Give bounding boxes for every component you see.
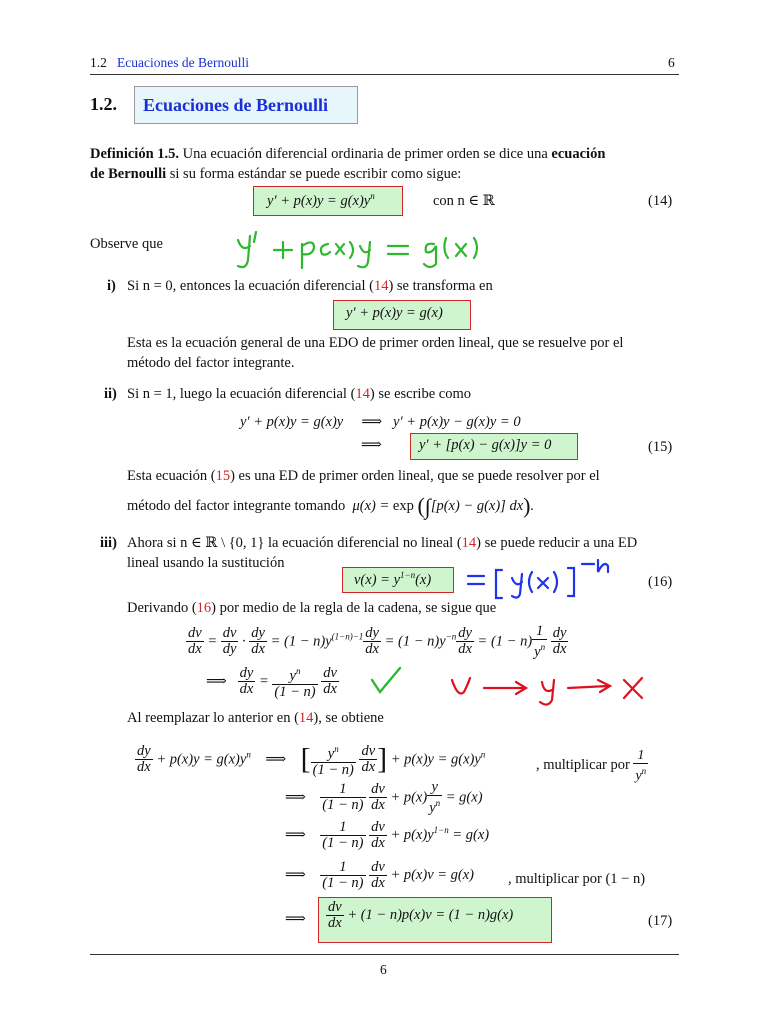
item-ii-para2: método del factor integrante tomando	[127, 498, 346, 514]
multiply-note-1	[536, 748, 648, 784]
ref-16-link[interactable]: 16	[196, 600, 212, 616]
header-section-num: 1.2	[90, 55, 107, 70]
item-i-paragraph	[127, 333, 679, 373]
section-title-box	[134, 86, 358, 124]
subst-line-1: $\frac{dy}{dx}$ + $p(x)y = g(x)y^n$ ⟹ [ $\frac{y^n}{(1 - n)}$ $\frac{dv}{dx}$ ] + $p(x)y = g(x)y^n$	[137, 742, 486, 778]
item-ii-text	[127, 384, 471, 404]
derivando-b: ) por medio de la regla de la cadena, se sigue que	[211, 600, 497, 616]
one-over-yn: $\frac{1}{y^n}$	[635, 748, 647, 784]
eq14: $y' + p(x)y = g(x)y^n$	[267, 191, 375, 209]
section-number: 1.2.	[90, 94, 117, 114]
multiply-text-1: , multiplicar por	[536, 757, 630, 774]
eq14-number: (14)	[648, 193, 673, 209]
multiply-note-2: , multiplicar por (1 − n)	[508, 871, 646, 887]
header-rule	[90, 74, 679, 75]
eq17: $\frac{dv}{dx}$ + (1 − n)p(x)v = (1 − n)g(x)	[328, 899, 514, 931]
definition-text: Una ecuación diferencial ordinaria de primer orden se dice una	[182, 146, 548, 162]
header-page-number: 6	[668, 55, 675, 70]
footer-page-number: 6	[380, 962, 387, 977]
handwritten-annotation-green	[230, 224, 510, 274]
subst-line-4: ⟹ $\frac{1}{(1 - n)}$ $\frac{dv}{dx}$ + p(x)v = g(x)	[285, 859, 475, 891]
item-ii-para-a: Esta ecuación (	[127, 468, 216, 484]
mu-formula: μ(x) = exp (∫[p(x) − g(x)] dx).	[348, 493, 535, 519]
item-ii-label: ii)	[104, 386, 117, 402]
item-iii-text-b: ) se puede reducir a una ED	[476, 535, 638, 551]
derivando-text	[127, 598, 496, 618]
item-iii-label: iii)	[100, 535, 117, 551]
header-section-link[interactable]: Ecuaciones de Bernoulli	[117, 55, 249, 70]
item-ii-text-b: ) se escribe como	[369, 386, 471, 402]
footer-rule	[90, 954, 679, 955]
eq14-condition: con n ∈ ℝ	[433, 193, 495, 209]
chain-rule-eq: $\frac{dv}{dx}$ = $\frac{dv}{dy}$ · $\frac{dy}{dx}$ = $(1 - n)y^{(1-n)-1}$ $\frac{dy}{dx}$ = $(1 - n)y^{-n}$ $\frac{dy}{dx}$ = (1 − n) $\frac{1}{y^n}$ $\frac{dy}{dx}$	[188, 623, 567, 660]
ref-14-link-3[interactable]: 14	[461, 535, 477, 551]
ref-14-link-4[interactable]: 14	[298, 710, 314, 726]
item-ii-paragraph-2	[127, 493, 535, 519]
ref-14-link-2[interactable]: 14	[355, 386, 370, 402]
handwritten-annotation-blue	[462, 554, 632, 602]
item-ii-paragraph	[127, 466, 679, 486]
observe-text: Observe que	[90, 236, 163, 252]
eq15-number: (15)	[648, 439, 673, 455]
eq-n1-arrow: ⟹	[361, 437, 382, 453]
check-mark-icon	[368, 664, 404, 698]
definition-bold-2: de Bernoulli	[90, 166, 167, 182]
ref-15-link[interactable]: 15	[215, 468, 231, 484]
replace-a: Al reemplazar lo anterior en (	[127, 710, 299, 726]
item-i-text	[127, 276, 493, 296]
definition-text-2: si su forma estándar se puede escribir como sigue:	[169, 166, 462, 182]
replace-b: ), se obtiene	[313, 710, 384, 726]
definition-paragraph	[90, 144, 680, 184]
handwritten-annotation-red	[444, 668, 674, 708]
item-i-label: i)	[107, 278, 116, 294]
chain-rule-result: ⟹ $\frac{dy}{dx}$ = $\frac{y^n}{(1 - n)}$ $\frac{dv}{dx}$	[206, 665, 337, 700]
subst-line-5-arrow: ⟹	[285, 911, 306, 927]
eq16-number: (16)	[648, 574, 673, 590]
item-ii-text-a: Si n = 1, luego la ecuación diferencial (	[127, 386, 356, 402]
eq-n0: y′ + p(x)y = g(x)	[346, 305, 443, 321]
derivando-a: Derivando (	[127, 600, 197, 616]
eq15: y′ + [p(x) − g(x)]y = 0	[419, 437, 552, 453]
subst-line-3: ⟹ $\frac{1}{(1 - n)}$ $\frac{dv}{dx}$ + $p(x)y^{1-n} = g(x)$	[285, 819, 490, 851]
item-i-text-b: ) se transforma en	[388, 278, 493, 294]
definition-bold: ecuación	[551, 146, 606, 162]
item-i-text-a: Si n = 0, entonces la ecuación diferencial (	[127, 278, 374, 294]
replace-text	[127, 708, 384, 728]
eq16: $v(x) = y^{1-n}(x)$	[354, 570, 432, 588]
subst-line-2: ⟹ $\frac{1}{(1 - n)}$ $\frac{dv}{dx}$ + p(x) $\frac{y}{y^n}$ = g(x)	[285, 779, 483, 816]
ref-14-link[interactable]: 14	[373, 278, 389, 294]
item-iii-text-2: lineal usando la sustitución	[127, 555, 285, 571]
eq-n1-line1: y′ + p(x)y = g(x)y ⟹ y′ + p(x)y − g(x)y = 0	[240, 414, 521, 430]
item-i-para: Esta es la ecuación general de una EDO de primer orden lineal, que se resuelve por el	[127, 335, 624, 351]
eq17-number: (17)	[648, 913, 673, 929]
item-iii-text-a: Ahora si n ∈ ℝ \ {0, 1} la ecuación diferencial no lineal (	[127, 535, 462, 551]
running-header	[90, 53, 249, 73]
item-ii-para-b: ) es una ED de primer orden lineal, que se puede resolver por el	[230, 468, 600, 484]
section-title: Ecuaciones de Bernoulli	[143, 95, 329, 115]
definition-label: Definición 1.5.	[90, 146, 180, 162]
item-i-para-2: método del factor integrante.	[127, 355, 295, 371]
